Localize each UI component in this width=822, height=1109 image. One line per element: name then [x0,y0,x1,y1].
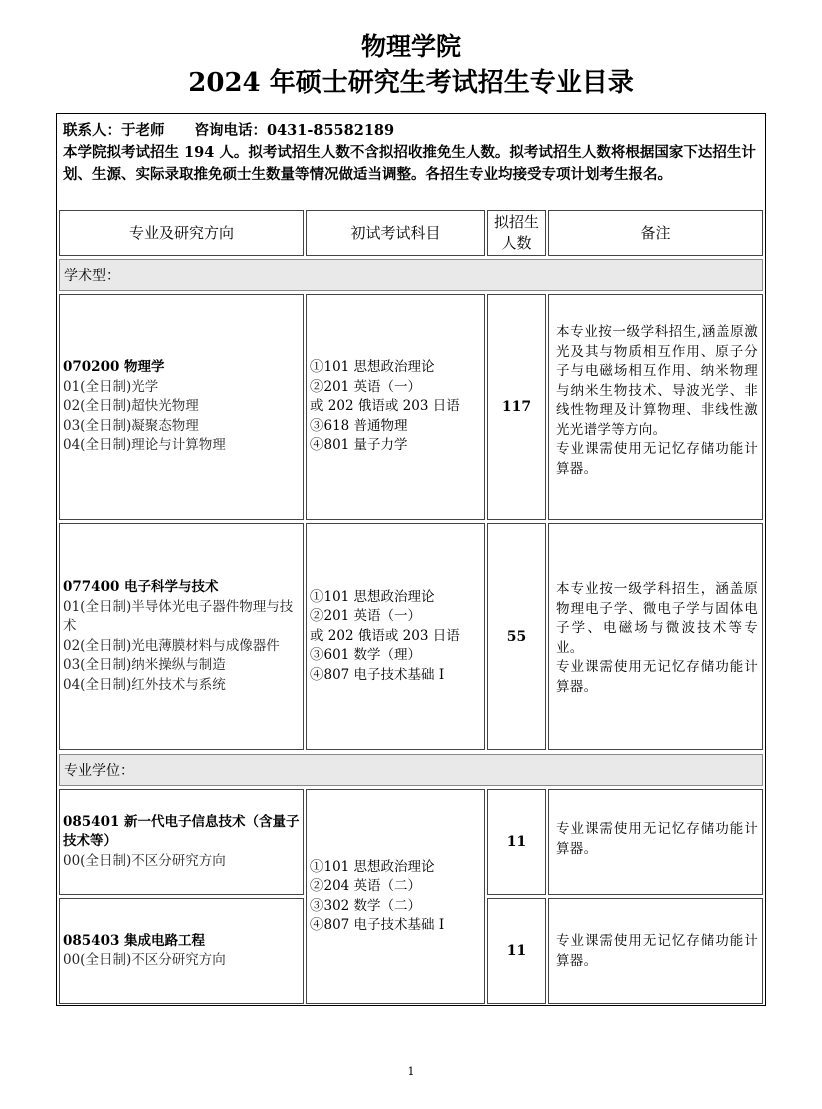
program-code-name: 085403 集成电路工程 [63,932,206,949]
program-085403-quota: 11 [487,898,546,1004]
program-077400-remark [548,523,763,750]
program-085401-major [59,789,304,895]
contact-person: 联系人：于老师 [63,122,165,139]
direction-item: 03(全日制)凝聚态物理 [63,417,199,434]
enrollment-notice: 本学院拟考试招生 194 人。拟考试招生人数不含拟招收推免生人数。拟考试招生人数将根据国家下达招生计划、生源、实际录取推免硕士生数量等情况做适当调整。各招生专业均接受专项计划考生报名。 [63,144,756,183]
exam-subject: ④801 量子力学 [310,437,408,454]
program-085401-remark [548,789,763,895]
column-header-remarks: 备注 [548,210,763,256]
exam-subject: ③618 普通物理 [310,417,408,434]
remark-text: 本专业按一级学科招生，涵盖原物理电子学、微电子学与固体电子学、电磁场与微波技术等专业。 [556,581,758,656]
direction-item: 01(全日制)光学 [63,378,159,395]
exam-subject: ②201 英语（一） [310,378,422,395]
contact-phone: 咨询电话：0431-85582189 [194,122,395,139]
page-number: 1 [407,1065,415,1078]
column-header-major: 专业及研究方向 [59,210,304,256]
page-title: 物理学院 [360,32,461,61]
remark-calculator-note: 专业课需使用无记忆存储功能计算器。 [556,821,758,857]
direction-item: 04(全日制)理论与计算物理 [63,437,226,454]
remark-calculator-note: 专业课需使用无记忆存储功能计算器。 [556,441,758,477]
program-077400-major [59,523,304,750]
program-085403-remark [548,898,763,1004]
direction-item: 03(全日制)纳米操纵与制造 [63,657,226,673]
exam-subject: 或 202 俄语或 203 日语 [310,398,460,415]
exam-subject: ③302 数学（二） [310,897,422,914]
section-professional: 专业学位： [59,754,763,786]
exam-subject: ②204 英语（二） [310,878,422,894]
program-070200-exam [306,294,485,520]
program-code-name: 070200 物理学 [63,359,165,376]
page-subtitle: 2024 年硕士研究生考试招生专业目录 [188,68,634,98]
exam-subject: ③601 数学（理） [310,647,422,664]
exam-subject: ②201 英语（一） [310,608,422,625]
program-077400-exam [306,523,485,750]
section-academic: 学术型： [59,259,763,291]
program-070200-quota: 117 [487,294,546,520]
direction-item: 00(全日制)不区分研究方向 [63,852,226,869]
program-070200-major [59,294,304,520]
remark-calculator-note: 专业课需使用无记忆存储功能计算器。 [556,933,758,969]
exam-subject: 或 202 俄语或 203 日语 [310,627,460,644]
column-header-exam: 初试考试科目 [306,210,485,256]
exam-subject: ④807 电子技术基础 I [310,666,445,683]
professional-shared-exam [306,789,485,1004]
program-code-name: 077400 电子科学与技术 [63,579,219,595]
column-header-quota: 拟招生 人数 [487,210,546,256]
remark-calculator-note: 专业课需使用无记忆存储功能计算器。 [556,659,758,695]
program-070200-remark [548,294,763,520]
direction-item: 02(全日制)光电薄膜材料与成像器件 [63,637,280,654]
direction-item: 02(全日制)超快光物理 [63,398,199,415]
exam-subject: ④807 电子技术基础 I [310,917,445,933]
program-code-name: 085401 新一代电子信息技术（含量子技术等） [63,813,300,850]
contact-info [59,116,763,208]
remark-text: 本专业按一级学科招生,涵盖原激光及其与物质相互作用、原子分子与电磁场相互作用、纳米物理与纳米生物技术、导波光学、非线性物理及计算物理、非线性激光光谱学等方向。 [556,324,758,438]
exam-subject: ①101 思想政治理论 [310,858,435,875]
catalog-table [56,113,766,1006]
direction-item: 01(全日制)半导体光电子器件物理与技术 [63,598,294,634]
exam-subject: ①101 思想政治理论 [310,588,435,605]
program-085403-major [59,898,304,1004]
direction-item: 00(全日制)不区分研究方向 [63,952,226,968]
exam-subject: ①101 思想政治理论 [310,359,435,376]
direction-item: 04(全日制)红外技术与系统 [63,676,226,693]
program-085401-quota: 11 [487,789,546,895]
program-077400-quota: 55 [487,523,546,750]
